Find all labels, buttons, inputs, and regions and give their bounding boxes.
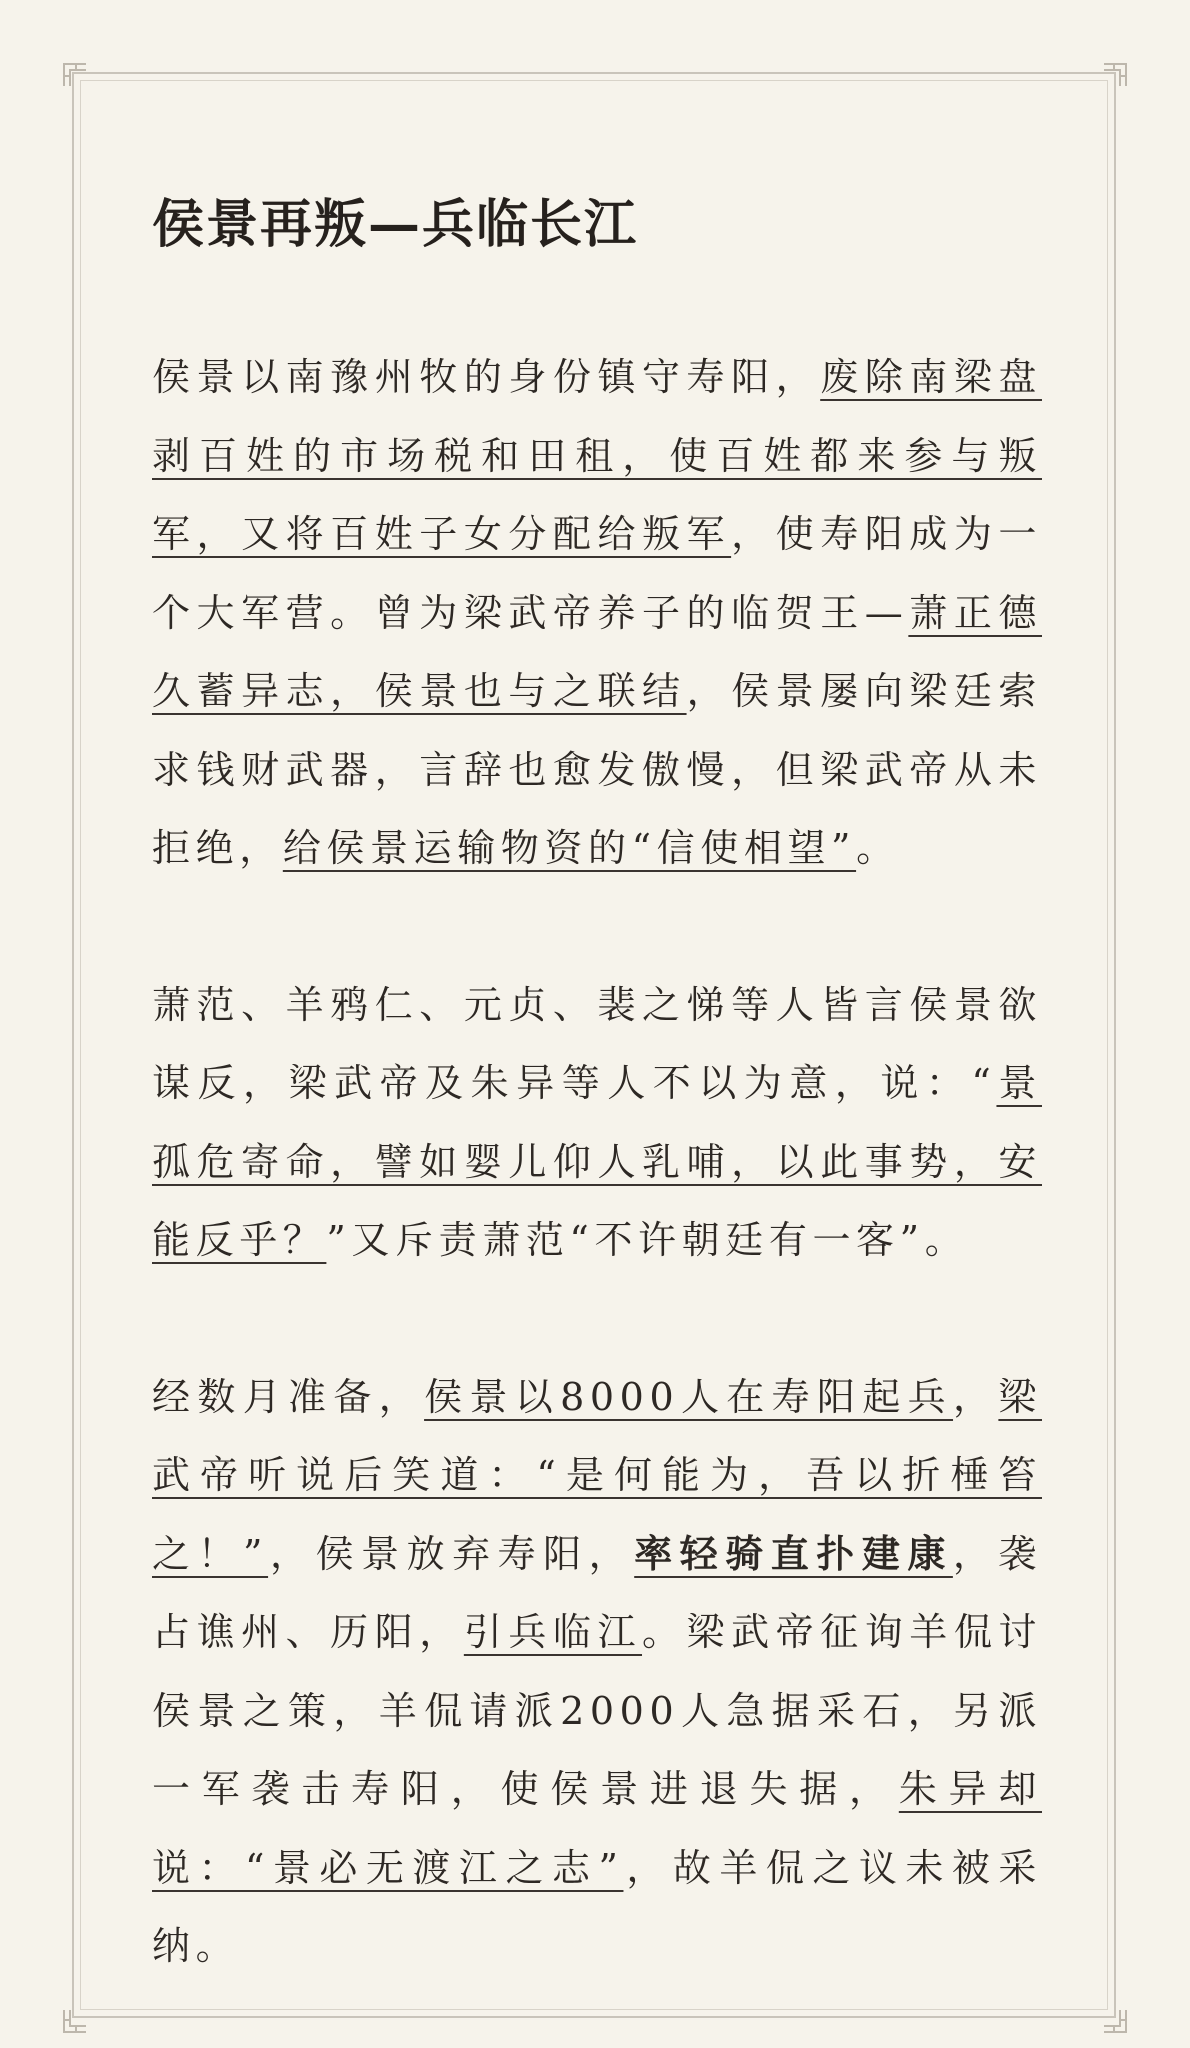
- article-paragraph: [152, 338, 1042, 888]
- underlined-text: 梁武帝听说后笑道：“是何能为，吾以折棰笞之！”: [152, 1374, 1042, 1576]
- article-paragraph: [152, 1358, 1042, 1986]
- paragraph-text: 。: [856, 826, 900, 870]
- underlined-text: 侯景以8000人在寿阳起兵: [424, 1374, 954, 1419]
- underlined-text: 景孤危寄命，譬如婴儿仰人乳哺，以此事势，安能反乎？: [152, 1061, 1042, 1262]
- paragraph-text: ”又斥责萧范“不许朝廷有一客”。: [326, 1218, 969, 1262]
- paragraph-text: ，袭占谯州、历阳，: [152, 1531, 1042, 1654]
- article-body: [152, 338, 1042, 1986]
- paragraph-text: 萧范、羊鸦仁、元贞、裴之悌等人皆言侯景欲谋反，梁武帝及朱异等人不以为意，说：“: [152, 982, 1042, 1105]
- paragraph-text: ，故羊侃之议未被采纳。: [152, 1845, 1042, 1968]
- frame-corner-ornament-icon: [62, 62, 88, 88]
- article-title: 侯景再叛—兵临长江: [152, 194, 639, 255]
- frame-corner-ornament-icon: [1102, 62, 1128, 88]
- underlined-text: 率轻骑直扑建康: [634, 1530, 953, 1576]
- frame-corner-ornament-icon: [1102, 2008, 1128, 2034]
- underlined-text: 引兵临江: [463, 1610, 643, 1654]
- paragraph-text: ，: [953, 1374, 999, 1419]
- underlined-text: 朱异却说：“景必无渡江之志”: [152, 1767, 1042, 1890]
- paragraph-text: 经数月准备，: [152, 1374, 425, 1419]
- paragraph-text: ，侯景屡向梁廷索求钱财武器，言辞也愈发傲慢，但梁武帝从未拒绝，: [152, 669, 1042, 870]
- frame-corner-ornament-icon: [62, 2008, 88, 2034]
- paragraph-text: ，侯景放弃寿阳，: [268, 1531, 635, 1576]
- paragraph-text: ，使寿阳成为一个大军营。曾为梁武帝养子的临贺王—: [152, 512, 1042, 635]
- article-paragraph: [152, 966, 1042, 1280]
- underlined-text: 废除南梁盘剥百姓的市场税和田租，使百姓都来参与叛军，又将百姓子女分配给叛军: [152, 355, 1042, 556]
- paragraph-text: 侯景以南豫州牧的身份镇守寿阳，: [152, 355, 821, 399]
- underlined-text: 萧正德久蓄异志，侯景也与之联结: [152, 590, 1042, 713]
- underlined-text: 给侯景运输物资的“信使相望”: [282, 826, 857, 870]
- article-content: [152, 190, 1042, 1986]
- paragraph-text: 。梁武帝征询羊侃讨侯景之策，羊侃请派2000人急据采石，另派一军袭击寿阳，使侯景进退失据，: [152, 1610, 1042, 1811]
